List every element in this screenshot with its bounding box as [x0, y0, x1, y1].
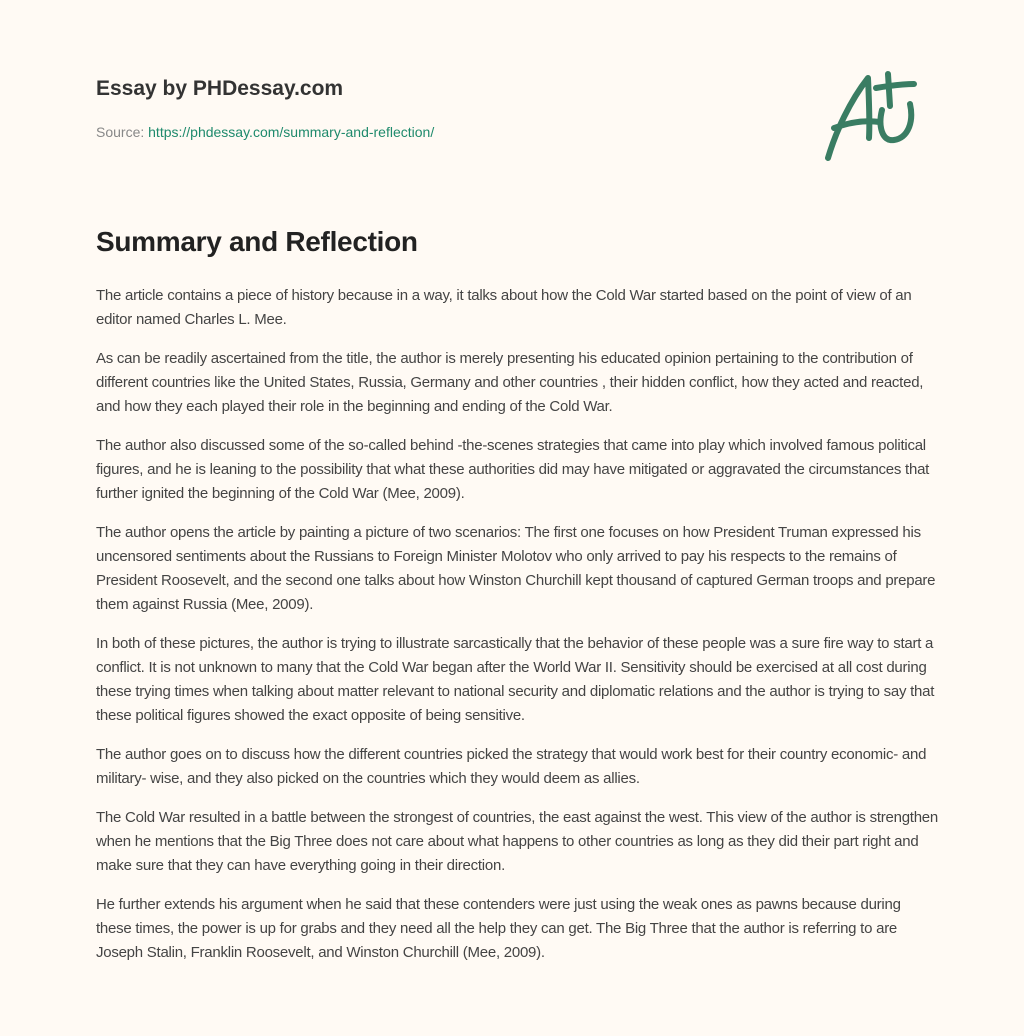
paragraph: The Cold War resulted in a battle between the strongest of countries, the east against the west. This view of the author is strengthen when he mentions that the Big Three does not care about what happens to other countries as long as they did their part right and make sure that they can have everything going in their direction. — [96, 809, 938, 874]
source-line — [96, 124, 434, 140]
site-title: Essay by PHDessay.com — [96, 77, 344, 100]
paragraph: The author also discussed some of the so-called behind -the-scenes strategies that came into play which involved famous political figures, and he is leaning to the possibility that what these authorities did may have mitigated or aggravated the circumstances that further ignited the beginning of the Cold War (Mee, 2009). — [96, 437, 930, 502]
source-label: Source: — [96, 124, 145, 140]
paragraph: The article contains a piece of history because in a way, it talks about how the Cold War started based on the point of view of an editor named Charles L. Mee. — [96, 287, 912, 328]
article-title: Summary and Reflection — [96, 226, 418, 257]
paragraph: As can be readily ascertained from the title, the author is merely presenting his educated opinion pertaining to the contribution of different countries like the United States, Russia, Germany and other countries , their hidden conflict, how they acted and reacted, and how they each played their role in the beginning and ending of the Cold War. — [96, 350, 924, 415]
source-link[interactable]: https://phdessay.com/summary-and-reflection/ — [148, 124, 435, 140]
a-plus-logo-icon — [822, 66, 928, 166]
paragraph: The author goes on to discuss how the different countries picked the strategy that would work best for their country economic- and military- wise, and they also picked on the countries which they would deem as allies. — [96, 746, 927, 787]
article-body — [96, 284, 938, 980]
paragraph: In both of these pictures, the author is trying to illustrate sarcastically that the behavior of these people was a sure fire way to start a conflict. It is not unknown to many that the Cold War began after the World War II. Sensitivity should be exercised at all cost during these trying times when talking about matter relevant to national security and diplomatic relations and the author is trying to say that these political figures showed the exact opposite of being sensitive. — [96, 635, 935, 724]
paragraph: The author opens the article by painting a picture of two scenarios: The first one focuses on how President Truman expressed his uncensored sentiments about the Russians to Foreign Minister Molotov who only arrived to pay his respects to the remains of President Roosevelt, and the second one talks about how Winston Churchill kept thousand of captured German troops and prepare them against Russia (Mee, 2009). — [96, 524, 936, 613]
paragraph: He further extends his argument when he said that these contenders were just using the weak ones as pawns because during these times, the power is up for grabs and they need all the help they can get. The Big Three that the author is referring to are Joseph Stalin, Franklin Roosevelt, and Winston Churchill (Mee, 2009). — [96, 896, 901, 961]
